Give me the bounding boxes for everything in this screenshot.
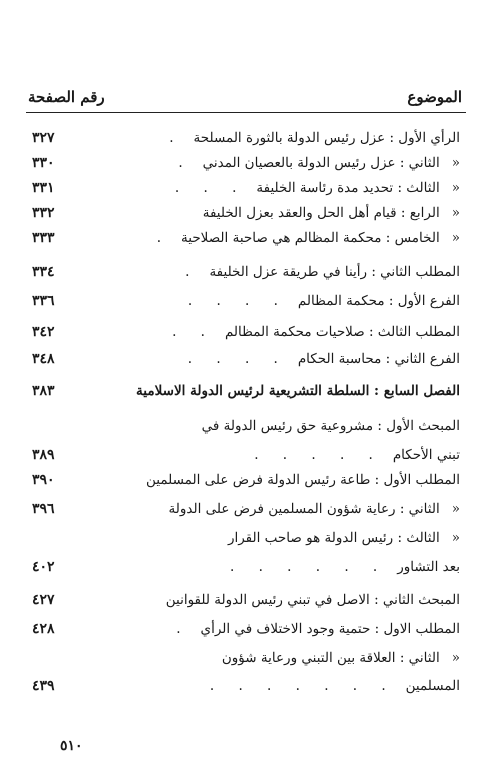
index-entry (32, 153, 460, 177)
entry-page-number: ٣٣٦ (32, 293, 55, 309)
entry-title (169, 501, 460, 517)
entry-title (185, 264, 460, 280)
entry-text: الثاني : العلاقة بين التبني ورعاية شؤون (221, 650, 440, 666)
entry-title (203, 205, 460, 221)
entry-text: تبني الأحكام (392, 447, 460, 463)
entry-text: المطلب الأول : طاعة رئيس الدولة فرض على المسلمين (146, 472, 460, 488)
page-folio: ٥١٠ (60, 738, 83, 754)
entry-page-number: ٣٣١ (32, 180, 55, 196)
index-entry (32, 499, 460, 523)
ditto-mark: « (451, 155, 460, 171)
leader-dots: . (178, 155, 193, 171)
entry-title (166, 592, 460, 608)
entry-text: الثاني : عزل رئيس الدولة بالعصيان المدني (202, 155, 440, 171)
index-entry (32, 676, 460, 700)
entry-text: الثاني : رعاية شؤون المسلمين فرض على الدولة (168, 501, 440, 517)
ditto-mark: « (451, 530, 460, 546)
entry-title (172, 324, 460, 340)
ditto-mark: « (451, 230, 460, 246)
entry-page-number: ٣٣٢ (32, 205, 55, 221)
index-entry (32, 619, 460, 643)
entry-text: الفرع الأول : محكمة المظالم (297, 293, 460, 309)
index-entry (32, 528, 460, 552)
entry-page-number: ٣٤٨ (32, 351, 55, 367)
leader-dots: . . . . . . (230, 559, 388, 575)
leader-dots: . . (172, 324, 215, 340)
entry-title (169, 130, 460, 146)
entry-page-number: ٤٣٩ (32, 678, 55, 694)
index-entry (32, 178, 460, 202)
entry-text: الرأي الأول : عزل رئيس الدولة بالثورة المسلحة (193, 130, 460, 146)
entry-title (175, 180, 460, 196)
entry-text: الخامس : محكمة المظالم هي صاحبة الصلاحية (181, 230, 440, 246)
index-entry (32, 381, 460, 405)
index-entry (32, 228, 460, 252)
subject-column-header: الموضوع (407, 88, 462, 106)
entry-page-number: ٣٢٧ (32, 130, 55, 146)
index-entry (32, 557, 460, 581)
index-entry (32, 349, 460, 373)
entry-title (136, 383, 460, 399)
entry-page-number: ٣٨٩ (32, 447, 55, 463)
entry-page-number: ٣٣٣ (32, 230, 55, 246)
entry-page-number: ٣٩٦ (32, 501, 55, 517)
entry-page-number: ٤٢٧ (32, 592, 55, 608)
ditto-mark: « (451, 650, 460, 666)
ditto-mark: « (451, 205, 460, 221)
index-entry (32, 203, 460, 227)
header-divider (26, 112, 466, 113)
entry-text: الرابع : قيام أهل الحل والعقد بعزل الخليفة (202, 205, 440, 221)
ditto-mark: « (451, 501, 460, 517)
index-entry (32, 590, 460, 614)
entry-text: الفرع الثاني : محاسبة الحكام (297, 351, 460, 367)
leader-dots: . (156, 230, 172, 246)
entry-title (157, 230, 460, 246)
index-entry (32, 470, 460, 494)
leader-dots: . (185, 264, 200, 280)
leader-dots: . . . . (187, 293, 288, 309)
entry-page-number: ٤٠٢ (32, 559, 55, 575)
entry-text: المبحث الأول : مشروعية حق رئيس الدولة في (201, 418, 460, 434)
index-entry (32, 128, 460, 152)
entry-title (176, 621, 460, 637)
entry-text: المسلمين (405, 678, 460, 694)
index-entry (32, 291, 460, 315)
entry-title (228, 530, 460, 546)
entry-text: المطلب الثالث : صلاحيات محكمة المظالم (224, 324, 460, 340)
index-entry (32, 648, 460, 672)
entry-text: الثالث : تحديد مدة رئاسة الخليفة (256, 180, 440, 196)
leader-dots: . . . . (187, 351, 288, 367)
entry-title (188, 351, 460, 367)
entry-title (254, 447, 460, 463)
entry-page-number: ٣٣٠ (32, 155, 55, 171)
entry-text: الثالث : رئيس الدولة هو صاحب القرار (227, 530, 440, 546)
entry-page-number: ٣٣٤ (32, 264, 55, 280)
entry-page-number: ٣٨٣ (32, 383, 55, 399)
index-entry (32, 262, 460, 286)
entry-title (146, 472, 460, 488)
entry-title (188, 293, 460, 309)
entry-text: الفصل السابع : السلطة التشريعية لرئيس الدولة الاسلامية (136, 383, 460, 399)
page-number-column-header: رقم الصفحة (28, 88, 105, 106)
entry-page-number: ٣٤٢ (32, 324, 55, 340)
entry-title (202, 418, 460, 434)
entry-text: بعد التشاور (397, 559, 460, 575)
entry-page-number: ٣٩٠ (32, 472, 55, 488)
index-entry (32, 416, 460, 440)
index-entry (32, 322, 460, 346)
ditto-mark: « (451, 180, 460, 196)
entry-title (222, 650, 460, 666)
entry-title (210, 678, 460, 694)
leader-dots: . (169, 130, 184, 146)
entry-text: المبحث الثاني : الاصل في تبني رئيس الدولة للقوانين (165, 592, 460, 608)
entry-text: المطلب الاول : حتمية وجود الاختلاف في الرأي (200, 621, 460, 637)
entry-text: المطلب الثاني : رأينا في طريقة عزل الخليفة (209, 264, 460, 280)
entry-title (230, 559, 460, 575)
entry-page-number: ٤٢٨ (32, 621, 55, 637)
leader-dots: . . . . . (254, 447, 383, 463)
leader-dots: . (176, 621, 191, 637)
leader-dots: . . . (174, 180, 247, 196)
leader-dots: . . . . . . . (209, 678, 396, 694)
entry-title (178, 155, 460, 171)
index-entry (32, 445, 460, 469)
